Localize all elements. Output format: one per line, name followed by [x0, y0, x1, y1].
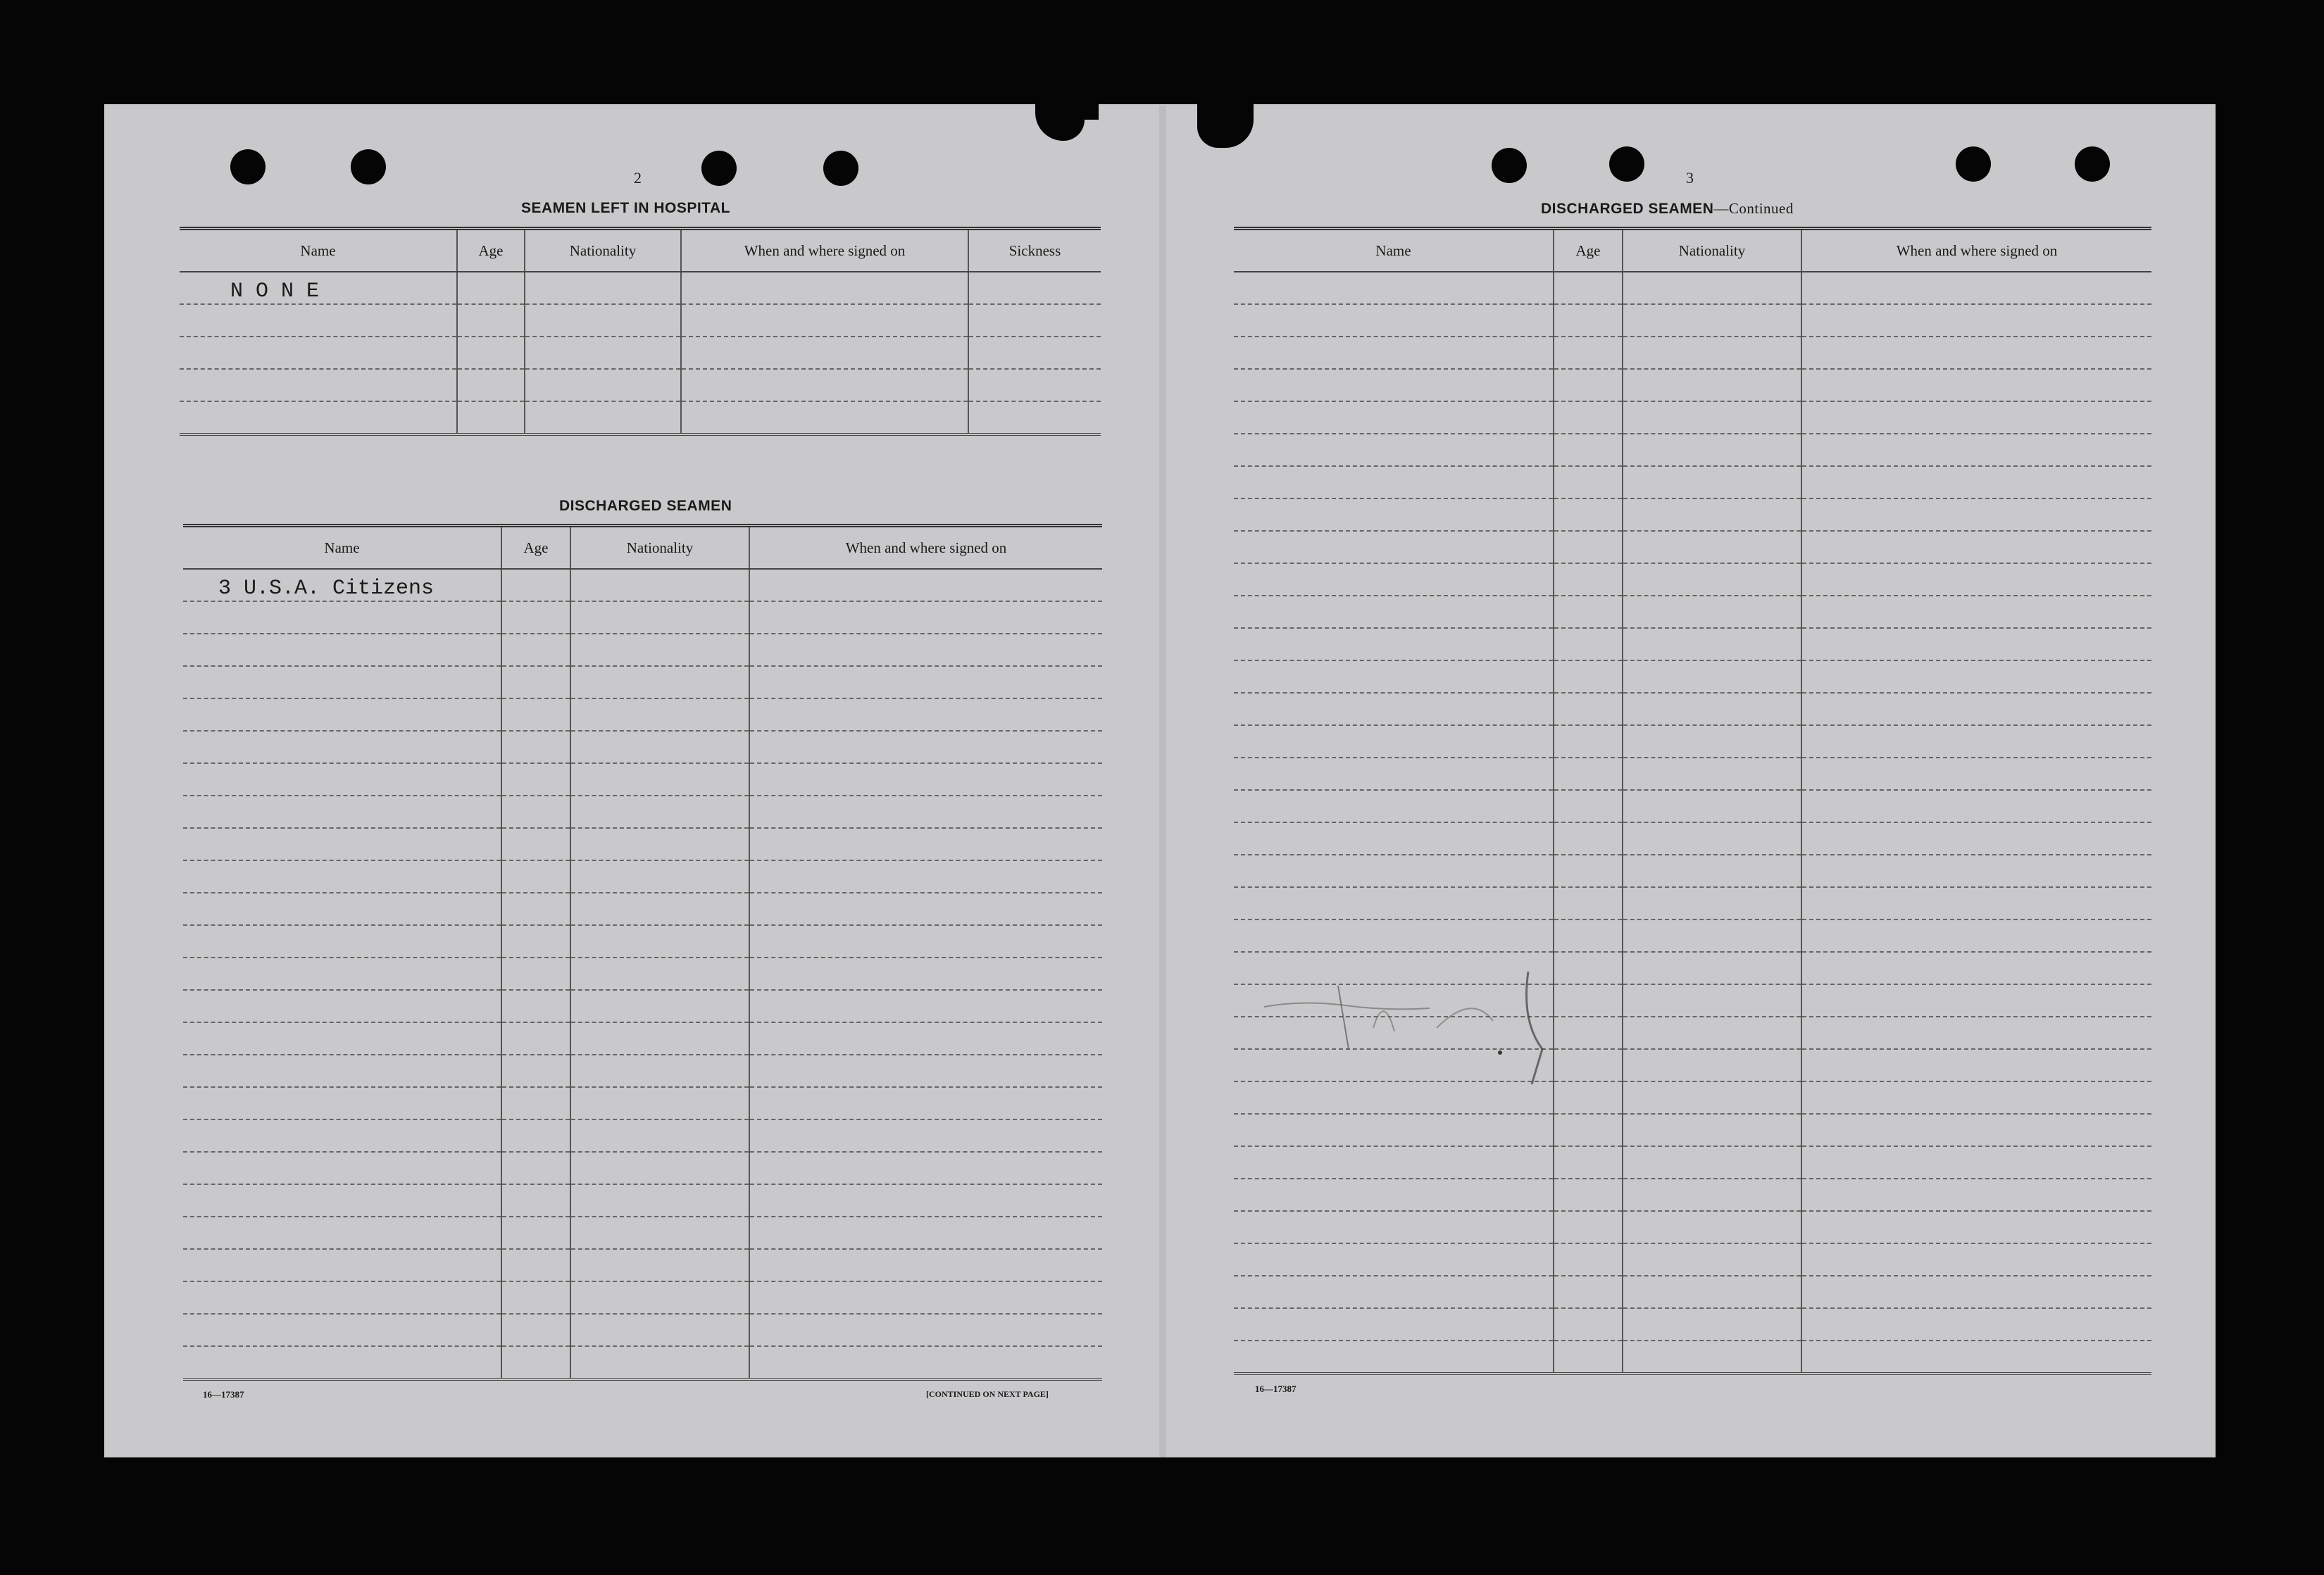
table-row: [1234, 1179, 2151, 1211]
form-number: 16—17387: [1255, 1383, 1297, 1394]
table-row: [183, 990, 1102, 1022]
table-row: [1234, 855, 2151, 887]
table-row: [1234, 369, 2151, 401]
table-row: [183, 569, 1102, 601]
table-row: [1234, 1146, 2151, 1179]
column-header-age: Age: [1554, 229, 1623, 272]
table-row: [183, 925, 1102, 958]
table-row: [183, 796, 1102, 828]
table-row: [180, 304, 1101, 337]
punch-hole: [230, 149, 265, 184]
table-row: [183, 763, 1102, 796]
discharged-table: [183, 524, 1102, 1386]
column-header-signed-on: When and where signed on: [749, 526, 1102, 570]
column-header-name: Name: [183, 526, 501, 570]
entry-name: N O N E: [180, 272, 457, 304]
ink-mark: [1261, 965, 1570, 1091]
column-header-nationality: Nationality: [570, 526, 749, 570]
table-row: [183, 1281, 1102, 1314]
punch-hole: [823, 151, 858, 186]
table-row: [1234, 596, 2151, 628]
punch-hole: [1492, 148, 1527, 183]
page-number: 3: [1686, 169, 1694, 187]
column-header-signed-on: When and where signed on: [681, 229, 968, 272]
table-row: [1234, 1243, 2151, 1276]
column-header-nationality: Nationality: [1623, 229, 1801, 272]
table-row: [1234, 337, 2151, 369]
table-row: [183, 893, 1102, 925]
table-row: [183, 1087, 1102, 1119]
table-row: [180, 369, 1101, 401]
section-title-discharged: DISCHARGED SEAMEN: [559, 498, 732, 514]
page-fold: [1159, 106, 1166, 1457]
table-row: [1234, 822, 2151, 855]
table-row: [183, 1184, 1102, 1217]
table-row: [183, 1249, 1102, 1281]
entry-name: 3 U.S.A. Citizens: [183, 569, 501, 601]
table-row: [183, 1314, 1102, 1346]
form-number: 16—17387: [203, 1389, 244, 1400]
table-row: [1234, 466, 2151, 498]
table-row: [183, 1217, 1102, 1249]
table-row: [183, 1022, 1102, 1055]
table-row: [1234, 401, 2151, 434]
table-row: [1234, 920, 2151, 952]
table-row: [1234, 498, 2151, 531]
table-row: [1234, 1276, 2151, 1308]
torn-edge: [1070, 99, 1099, 120]
table-row: [183, 698, 1102, 731]
section-title-hospital: SEAMEN LEFT IN HOSPITAL: [521, 200, 730, 216]
column-header-name: Name: [1234, 229, 1554, 272]
section-title-discharged-continued: DISCHARGED SEAMEN—Continued: [1541, 200, 1794, 217]
table-row: [1234, 790, 2151, 822]
table-row: [183, 601, 1102, 634]
table-row: [1234, 1308, 2151, 1341]
table-row: [183, 731, 1102, 763]
column-header-sickness: Sickness: [968, 229, 1101, 272]
table-row: [1234, 434, 2151, 466]
table-row: [1234, 725, 2151, 758]
table-row: [1234, 1114, 2151, 1146]
table-row: [1234, 272, 2151, 304]
table-row: [183, 666, 1102, 698]
table-row: [180, 401, 1101, 434]
column-header-age: Age: [457, 229, 525, 272]
hospital-table: [180, 227, 1101, 441]
table-row: [1234, 563, 2151, 596]
table-row: [183, 828, 1102, 860]
column-header-age: Age: [501, 526, 570, 570]
table-row: [1234, 1211, 2151, 1243]
punch-hole: [1609, 146, 1644, 182]
table-row: [180, 337, 1101, 369]
punch-hole: [2075, 146, 2110, 182]
table-row: [1234, 887, 2151, 920]
table-row: [1234, 660, 2151, 693]
column-header-nationality: Nationality: [525, 229, 681, 272]
table-row: [183, 958, 1102, 990]
page-number: 2: [634, 169, 642, 187]
table-row: [1234, 693, 2151, 725]
table-row: [1234, 1341, 2151, 1374]
table-row: [1234, 758, 2151, 790]
table-row: [183, 1152, 1102, 1184]
table-row: [183, 1119, 1102, 1152]
table-row: [183, 1346, 1102, 1379]
table-row: [183, 860, 1102, 893]
table-row: [183, 634, 1102, 666]
discharged-continued-table: [1234, 227, 2151, 1381]
punch-hole: [351, 149, 386, 184]
column-header-name: Name: [180, 229, 457, 272]
table-row: [1234, 531, 2151, 563]
column-header-signed-on: When and where signed on: [1801, 229, 2151, 272]
punch-hole: [701, 151, 737, 186]
continued-note: [CONTINUED ON NEXT PAGE]: [926, 1389, 1049, 1399]
table-row: [1234, 628, 2151, 660]
table-row: [1234, 304, 2151, 337]
table-row: [180, 272, 1101, 304]
punch-hole: [1956, 146, 1991, 182]
table-row: [183, 1055, 1102, 1087]
